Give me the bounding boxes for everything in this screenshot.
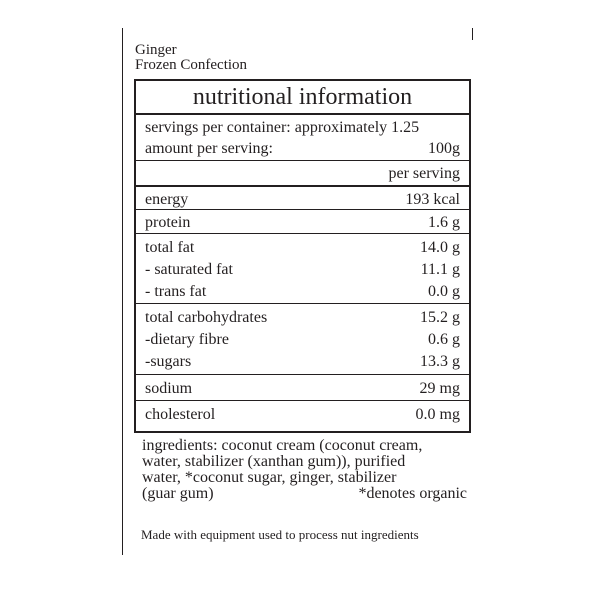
product-name: Ginger [135,42,177,58]
divider [136,185,469,187]
nutrient-label-sugars: -sugars [145,353,192,370]
ingredients-line: water, stabilizer (xanthan gum)), purified [142,453,406,470]
divider [136,113,469,115]
ingredients-last-row [142,486,467,502]
nutrient-label-energy: energy [145,191,189,208]
divider [136,160,469,161]
nutrient-value-trans-fat: 0.0 g [428,283,460,300]
nutrient-value-sodium: 29 mg [419,380,460,397]
servings-per-container: servings per container: approximately 1.25 [145,119,420,136]
divider [136,400,469,401]
nutrient-label-protein: protein [145,214,191,231]
divider [136,233,469,234]
ingredients-line: (guar gum) [142,485,214,502]
nutrient-value-sugars: 13.3 g [420,353,460,370]
nutrient-value-saturated-fat: 11.1 g [420,261,460,278]
panel-heading: nutritional information [192,84,413,110]
nutrient-value-total-carbohydrates: 15.2 g [420,309,460,326]
organic-note: *denotes organic [358,485,467,502]
divider [136,303,469,304]
nutrient-value-dietary-fibre: 0.6 g [428,331,460,348]
nutrient-label-saturated-fat: - saturated fat [145,261,233,278]
ingredients-block [142,438,467,502]
nutrient-label-total-fat: total fat [145,239,195,256]
product-title [135,43,247,73]
nutrient-label-sodium: sodium [145,380,193,397]
ingredients-line: ingredients: coconut cream (coconut cream, [142,437,423,454]
nutrient-label-dietary-fibre: -dietary fibre [145,331,229,348]
product-type: Frozen Confection [135,57,248,73]
nutrition-panel [134,79,471,433]
divider [136,374,469,375]
ingredients-line: water, *coconut sugar, ginger, stabilizer [142,469,397,486]
amount-per-serving-value: 100g [428,140,460,157]
nutrient-value-protein: 1.6 g [428,214,460,231]
nutrient-value-energy: 193 kcal [405,191,460,208]
nutrient-label-cholesterol: cholesterol [145,406,216,423]
nutrient-label-trans-fat: - trans fat [145,283,207,300]
nutrient-value-total-fat: 14.0 g [420,239,460,256]
amount-per-serving-label: amount per serving: [145,140,273,157]
column-header: per serving [388,165,460,182]
nutrient-value-cholesterol: 0.0 mg [415,406,460,423]
nutrient-label-total-carbohydrates: total carbohydrates [145,309,268,326]
divider [136,209,469,210]
allergen-notice: Made with equipment used to process nut ingredients [141,527,419,542]
label-border-right [472,28,473,40]
label-border-left [122,28,123,555]
